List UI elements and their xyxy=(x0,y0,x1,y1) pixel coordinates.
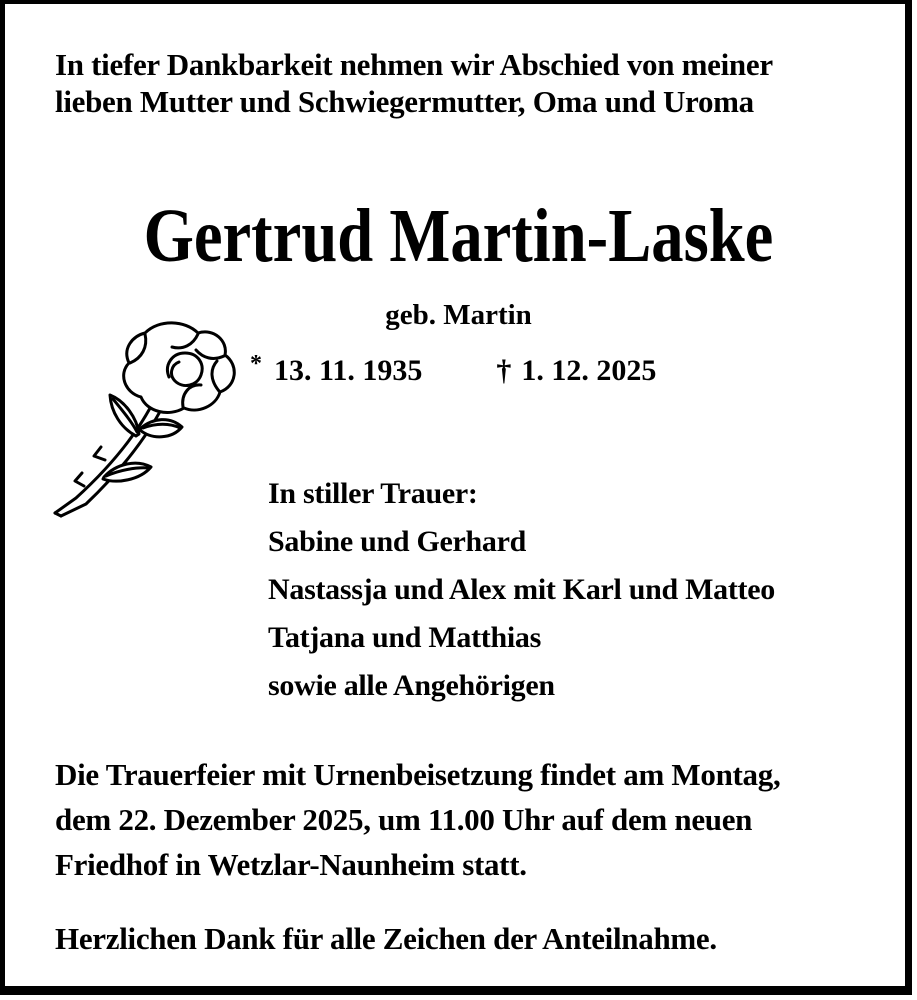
funeral-line: dem 22. Dezember 2025, um 11.00 Uhr auf dem neuen xyxy=(55,802,753,837)
death-cross-symbol: † xyxy=(496,354,512,387)
birth-star-symbol: * xyxy=(250,351,262,377)
funeral-line: Die Trauerfeier mit Urnenbeisetzung findet am Montag, xyxy=(55,757,781,792)
life-dates xyxy=(250,352,656,392)
rose-leaf xyxy=(103,463,151,481)
funeral-line: Friedhof in Wetzlar-Naunheim statt. xyxy=(55,847,527,882)
mourner-line: Nastassja und Alex mit Karl und Matteo xyxy=(268,573,775,606)
intro-line: lieben Mutter und Schwiegermutter, Oma und Uroma xyxy=(55,84,754,119)
death-date-group xyxy=(496,352,656,392)
intro-line: In tiefer Dankbarkeit nehmen wir Abschied von meiner xyxy=(55,47,773,82)
rose-thorn xyxy=(75,473,84,486)
rose-illustration xyxy=(48,316,243,521)
deceased-name xyxy=(0,194,917,278)
birth-date: 13. 11. 1935 xyxy=(274,354,423,387)
death-date: 1. 12. 2025 xyxy=(521,354,657,387)
rose-thorn xyxy=(94,447,105,460)
maiden-name: geb. Martin xyxy=(385,299,532,331)
mourners-block xyxy=(268,470,775,710)
mourner-line: Tatjana und Matthias xyxy=(268,621,541,654)
acknowledgement-text: Herzlichen Dank für alle Zeichen der Anteilnahme. xyxy=(55,921,717,956)
mourners-heading: In stiller Trauer: xyxy=(268,477,478,510)
birth-date-group xyxy=(250,352,422,392)
funeral-details xyxy=(55,752,875,887)
rose-blossom-outline xyxy=(124,323,235,413)
deceased-name-text: Gertrud Martin-Laske xyxy=(143,194,774,278)
rose-stem-line xyxy=(55,388,160,513)
intro-text xyxy=(55,46,870,120)
mourner-line: sowie alle Angehörigen xyxy=(268,669,555,702)
rose-stem-tip xyxy=(55,513,61,516)
mourner-line: Sabine und Gerhard xyxy=(268,525,527,558)
